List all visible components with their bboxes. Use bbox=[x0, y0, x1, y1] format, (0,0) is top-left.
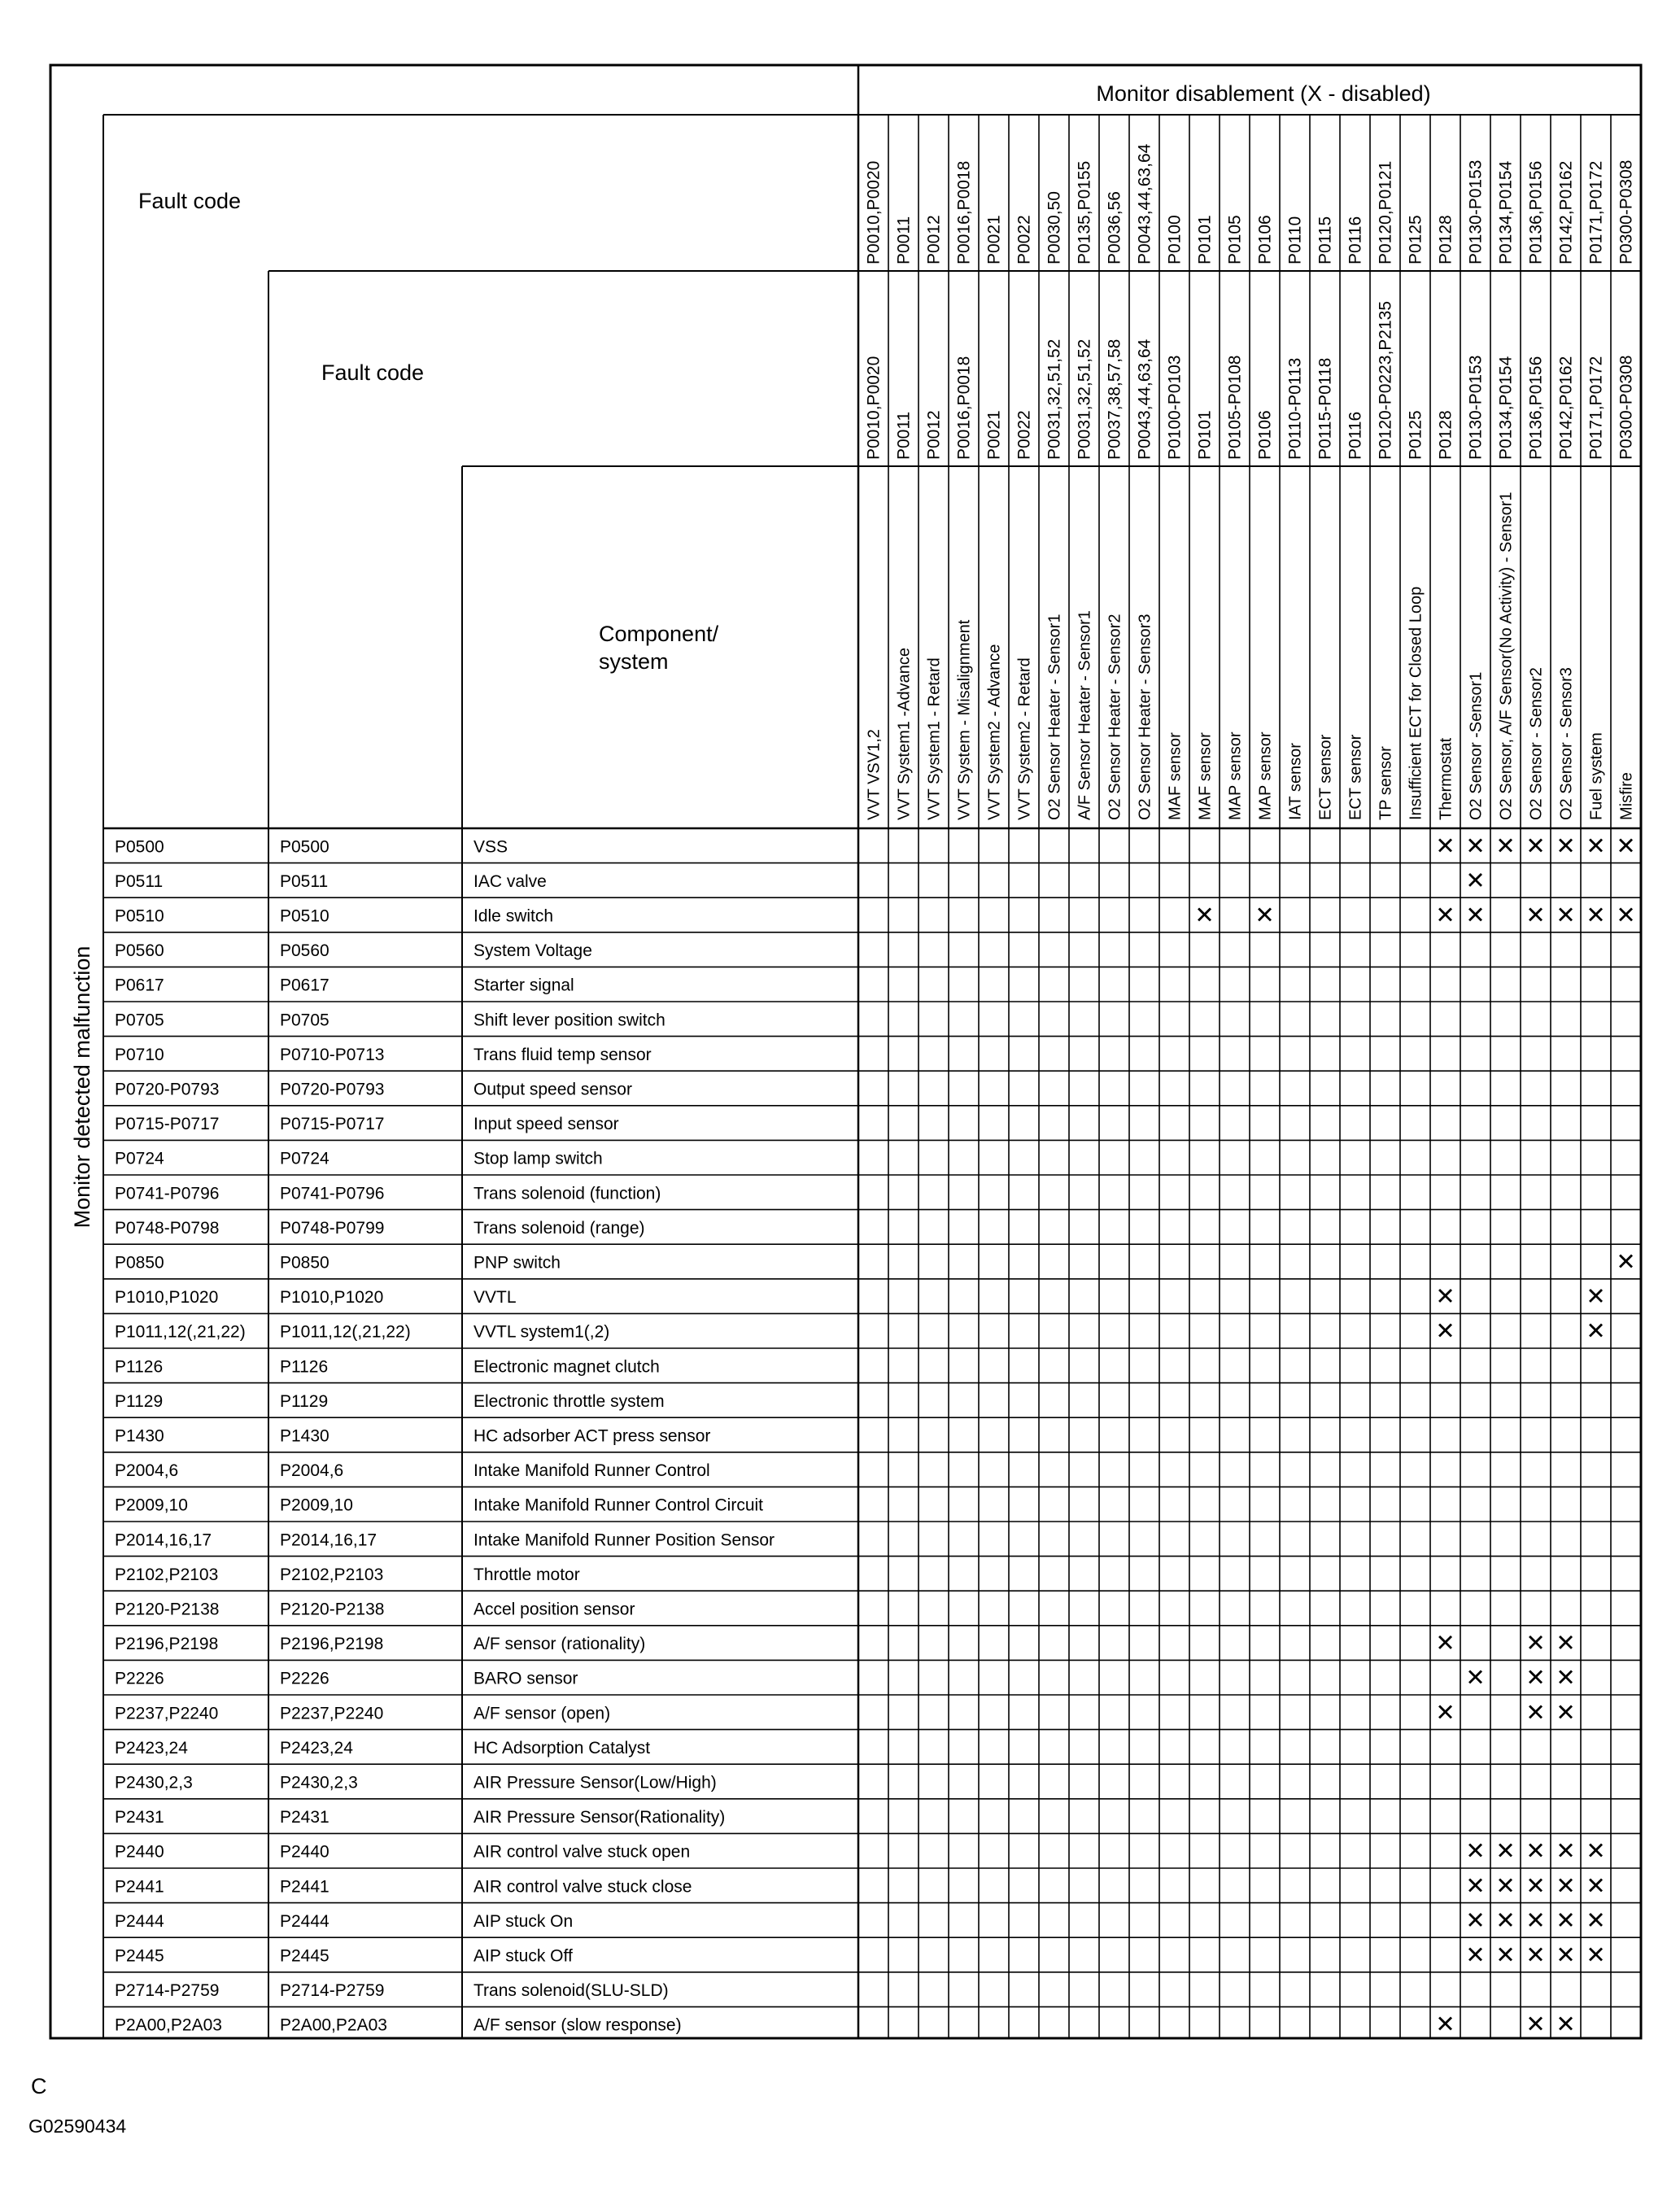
component-fault-code-header: P0120-P0223,P2135 bbox=[1376, 301, 1395, 460]
row-monitor-fault-code: P2237,P2240 bbox=[115, 1704, 219, 1723]
disabled-mark: ✕ bbox=[1194, 902, 1215, 929]
disabled-mark: ✕ bbox=[1556, 1665, 1576, 1692]
disabled-mark: ✕ bbox=[1525, 1907, 1546, 1934]
row-component-system: Input speed sensor bbox=[473, 1115, 619, 1134]
row-monitor-fault-code: P1430 bbox=[115, 1426, 164, 1446]
row-component-system: VSS bbox=[473, 837, 508, 857]
row-component-fault-code: P0511 bbox=[280, 871, 329, 891]
disabled-mark: ✕ bbox=[1525, 833, 1546, 860]
row-component-fault-code: P1129 bbox=[280, 1391, 329, 1411]
component-fault-code-header: P0106 bbox=[1255, 410, 1275, 460]
component-system-column-label: VVT System - Misalignment bbox=[955, 619, 974, 820]
row-monitor-fault-code: P2004,6 bbox=[115, 1461, 179, 1481]
row-monitor-fault-code: P2445 bbox=[115, 1946, 164, 1966]
row-monitor-fault-code: P2714-P2759 bbox=[115, 1981, 220, 2001]
disabled-mark: ✕ bbox=[1525, 1700, 1546, 1727]
row-component-system: Idle switch bbox=[473, 906, 554, 926]
component-fault-code-header: P0142,P0162 bbox=[1556, 356, 1576, 460]
monitor-fault-code-header: P0016,P0018 bbox=[954, 160, 974, 264]
disabled-mark: ✕ bbox=[1556, 1700, 1576, 1727]
disabled-mark: ✕ bbox=[1556, 1942, 1576, 1969]
row-component-fault-code: P0715-P0717 bbox=[280, 1115, 385, 1134]
row-component-fault-code: P2440 bbox=[280, 1842, 329, 1862]
disabled-mark: ✕ bbox=[1525, 1838, 1546, 1865]
component-system-column-label: TP sensor bbox=[1377, 746, 1395, 820]
disabled-mark: ✕ bbox=[1525, 902, 1546, 929]
component-system-column-label: Fuel system bbox=[1587, 732, 1606, 820]
row-monitor-fault-code: P2431 bbox=[115, 1808, 164, 1827]
component-system-column-label: VVT System2 - Retard bbox=[1015, 657, 1034, 820]
monitor-detected-malfunction-label: Monitor detected malfunction bbox=[70, 945, 94, 1229]
row-monitor-fault-code: P0500 bbox=[115, 837, 164, 857]
monitor-fault-code-header: P0115 bbox=[1316, 216, 1335, 264]
row-monitor-fault-code: P2430,2,3 bbox=[115, 1773, 193, 1792]
component-system-column-label: VVT System2 - Advance bbox=[985, 644, 1004, 820]
monitor-fault-code-header: P0106 bbox=[1255, 215, 1275, 264]
row-component-fault-code: P1010,P1020 bbox=[280, 1288, 384, 1308]
disabled-mark: ✕ bbox=[1465, 1942, 1486, 1969]
disabled-mark: ✕ bbox=[1525, 1942, 1546, 1969]
disabled-mark: ✕ bbox=[1525, 1665, 1546, 1692]
row-component-system: Output speed sensor bbox=[473, 1080, 632, 1099]
component-fault-code-header: P0101 bbox=[1195, 410, 1215, 460]
disabled-mark: ✕ bbox=[1465, 1838, 1486, 1865]
row-component-system: AIR control valve stuck close bbox=[473, 1877, 692, 1897]
row-monitor-fault-code: P2226 bbox=[115, 1669, 164, 1688]
component-fault-code-header: P0031,32,51,52 bbox=[1045, 338, 1064, 460]
row-component-fault-code: P0705 bbox=[280, 1011, 329, 1030]
row-component-system: Throttle motor bbox=[473, 1565, 580, 1584]
monitor-fault-code-header: P0171,P0172 bbox=[1586, 160, 1606, 264]
row-component-fault-code: P2423,24 bbox=[280, 1738, 353, 1758]
component-system-column-label: O2 Sensor Heater - Sensor1 bbox=[1045, 613, 1064, 820]
disabled-mark: ✕ bbox=[1586, 1873, 1606, 1900]
component-system-column-label: MAP sensor bbox=[1226, 731, 1245, 820]
disabled-mark: ✕ bbox=[1435, 1284, 1455, 1311]
component-fault-code-header: P0171,P0172 bbox=[1586, 356, 1606, 460]
component-system-column-label: IAT sensor bbox=[1286, 743, 1305, 820]
component-fault-code-header: P0022 bbox=[1015, 410, 1034, 460]
disabled-mark: ✕ bbox=[1495, 1942, 1516, 1969]
row-component-system: HC adsorber ACT press sensor bbox=[473, 1426, 711, 1446]
monitor-disablement-title: Monitor disablement (X - disabled) bbox=[1096, 81, 1431, 106]
component-system-column-label: ECT sensor bbox=[1346, 734, 1365, 820]
component-fault-code-header: P0130-P0153 bbox=[1466, 355, 1486, 460]
row-component-fault-code: P2445 bbox=[280, 1946, 329, 1966]
component-system-column-label: O2 Sensor Heater - Sensor2 bbox=[1106, 613, 1124, 820]
disabled-mark: ✕ bbox=[1435, 902, 1455, 929]
disabled-mark: ✕ bbox=[1465, 1907, 1486, 1934]
row-component-fault-code: P0710-P0713 bbox=[280, 1045, 385, 1064]
row-component-fault-code: P2196,P2198 bbox=[280, 1635, 384, 1654]
row-component-fault-code: P2014,16,17 bbox=[280, 1530, 377, 1550]
monitor-fault-code-header: P0300-P0308 bbox=[1617, 159, 1636, 264]
component-fault-code-header: P0037,38,57,58 bbox=[1105, 338, 1124, 460]
row-monitor-fault-code: P2A00,P2A03 bbox=[115, 2015, 222, 2035]
row-component-system: IAC valve bbox=[473, 871, 547, 891]
row-component-fault-code: P0510 bbox=[280, 906, 329, 926]
row-monitor-fault-code: P1129 bbox=[115, 1391, 164, 1411]
disabled-mark: ✕ bbox=[1465, 1665, 1486, 1692]
monitor-fault-code-header: P0136,P0156 bbox=[1526, 160, 1546, 264]
row-component-fault-code: P2009,10 bbox=[280, 1496, 353, 1515]
row-monitor-fault-code: P2102,P2103 bbox=[115, 1565, 219, 1584]
component-system-header-line2: system bbox=[599, 649, 669, 674]
monitor-fault-code-header: P0128 bbox=[1436, 215, 1455, 264]
component-system-column-label: O2 Sensor, A/F Sensor(No Activity) - Sensor1 bbox=[1497, 491, 1516, 820]
row-component-system: AIP stuck Off bbox=[473, 1946, 573, 1966]
row-component-fault-code: P2226 bbox=[280, 1669, 329, 1688]
component-system-column-label: MAP sensor bbox=[1256, 731, 1275, 820]
row-component-system: BARO sensor bbox=[473, 1669, 578, 1688]
row-component-fault-code: P0500 bbox=[280, 837, 329, 857]
monitor-fault-code-header: P0100 bbox=[1165, 215, 1185, 264]
monitor-fault-code-header: P0036,56 bbox=[1105, 191, 1124, 264]
row-component-fault-code: P2A00,P2A03 bbox=[280, 2015, 387, 2035]
row-component-system: Shift lever position switch bbox=[473, 1011, 665, 1030]
component-system-column-label: O2 Sensor - Sensor2 bbox=[1527, 667, 1546, 820]
monitor-fault-code-header: P0110 bbox=[1285, 216, 1305, 264]
row-monitor-fault-code: P2196,P2198 bbox=[115, 1635, 219, 1654]
row-component-system: System Voltage bbox=[473, 941, 592, 961]
monitor-fault-code-header: P0116 bbox=[1346, 216, 1365, 264]
row-component-system: HC Adsorption Catalyst bbox=[473, 1738, 651, 1758]
row-monitor-fault-code: P2440 bbox=[115, 1842, 164, 1862]
row-monitor-fault-code: P0748-P0798 bbox=[115, 1218, 220, 1238]
monitor-fault-code-header: P0134,P0154 bbox=[1496, 160, 1516, 264]
row-monitor-fault-code: P0510 bbox=[115, 906, 164, 926]
component-system-column-label: Thermostat bbox=[1437, 737, 1455, 820]
disabled-mark: ✕ bbox=[1465, 1873, 1486, 1900]
monitor-fault-code-header: P0022 bbox=[1015, 215, 1034, 264]
row-component-system: Intake Manifold Runner Control Circuit bbox=[473, 1496, 763, 1515]
row-component-system: AIR Pressure Sensor(Rationality) bbox=[473, 1808, 726, 1827]
disabled-mark: ✕ bbox=[1465, 867, 1486, 894]
disabled-mark: ✕ bbox=[1465, 902, 1486, 929]
disabled-mark: ✕ bbox=[1586, 1318, 1606, 1345]
monitor-fault-code-header: P0101 bbox=[1195, 215, 1215, 264]
row-monitor-fault-code: P0705 bbox=[115, 1011, 164, 1030]
row-monitor-fault-code: P0715-P0717 bbox=[115, 1115, 220, 1134]
component-fault-code-header: P0136,P0156 bbox=[1526, 356, 1546, 460]
disabled-mark: ✕ bbox=[1465, 833, 1486, 860]
monitor-fault-code-header: P0012 bbox=[924, 215, 944, 264]
row-component-fault-code: P0850 bbox=[280, 1253, 329, 1273]
component-fault-code-header: P0105-P0108 bbox=[1225, 355, 1245, 460]
row-monitor-fault-code: P2120-P2138 bbox=[115, 1600, 220, 1619]
row-monitor-fault-code: P0741-P0796 bbox=[115, 1184, 220, 1203]
component-fault-code-header: P0300-P0308 bbox=[1617, 355, 1636, 460]
disabled-mark: ✕ bbox=[1495, 1873, 1516, 1900]
component-system-column-label: Insufficient ECT for Closed Loop bbox=[1407, 586, 1425, 820]
row-component-fault-code: P2237,P2240 bbox=[280, 1704, 384, 1723]
row-monitor-fault-code: P0511 bbox=[115, 871, 164, 891]
row-component-system: Trans solenoid (range) bbox=[473, 1218, 645, 1238]
disabled-mark: ✕ bbox=[1435, 1631, 1455, 1657]
row-monitor-fault-code: P0617 bbox=[115, 976, 164, 995]
component-system-column-label: MAF sensor bbox=[1196, 732, 1215, 820]
monitor-fault-code-header: P0125 bbox=[1406, 215, 1425, 264]
monitor-fault-code-header: P0142,P0162 bbox=[1556, 160, 1576, 264]
component-fault-code-header: P0110-P0113 bbox=[1285, 357, 1305, 460]
row-component-system: AIR Pressure Sensor(Low/High) bbox=[473, 1773, 717, 1792]
component-system-column-label: Misfire bbox=[1617, 772, 1636, 820]
fault-code-header-2: Fault code bbox=[321, 360, 425, 385]
row-monitor-fault-code: P1011,12(,21,22) bbox=[115, 1322, 246, 1342]
monitor-fault-code-header: P0135,P0155 bbox=[1075, 160, 1094, 264]
component-fault-code-header: P0128 bbox=[1436, 410, 1455, 460]
component-fault-code-header: P0100-P0103 bbox=[1165, 355, 1185, 460]
row-component-system: Starter signal bbox=[473, 976, 574, 995]
row-component-fault-code: P2441 bbox=[280, 1877, 329, 1897]
disabled-mark: ✕ bbox=[1586, 1942, 1606, 1969]
monitor-fault-code-header: P0021 bbox=[984, 215, 1004, 264]
component-system-column-label: MAF sensor bbox=[1166, 732, 1185, 820]
row-component-system: Intake Manifold Runner Position Sensor bbox=[473, 1530, 775, 1550]
row-monitor-fault-code: P2444 bbox=[115, 1911, 164, 1931]
disabled-mark: ✕ bbox=[1616, 1249, 1636, 1276]
row-monitor-fault-code: P0560 bbox=[115, 941, 164, 961]
monitor-fault-code-header: P0120,P0121 bbox=[1376, 160, 1395, 264]
disabled-mark: ✕ bbox=[1255, 902, 1275, 929]
component-fault-code-header: P0125 bbox=[1406, 410, 1425, 460]
disabled-mark: ✕ bbox=[1495, 1907, 1516, 1934]
row-monitor-fault-code: P1010,P1020 bbox=[115, 1288, 219, 1308]
row-component-system: Electronic throttle system bbox=[473, 1391, 665, 1411]
row-monitor-fault-code: P2009,10 bbox=[115, 1496, 188, 1515]
disabled-mark: ✕ bbox=[1556, 1838, 1576, 1865]
component-system-column-label: VVT System1 - Retard bbox=[925, 657, 944, 820]
component-fault-code-header: P0116 bbox=[1346, 411, 1365, 460]
row-component-system: PNP switch bbox=[473, 1253, 561, 1273]
disabled-mark: ✕ bbox=[1495, 833, 1516, 860]
row-component-system: VVTL system1(,2) bbox=[473, 1322, 610, 1342]
row-component-fault-code: P1126 bbox=[280, 1357, 329, 1377]
disabled-mark: ✕ bbox=[1556, 1873, 1576, 1900]
row-component-fault-code: P0617 bbox=[280, 976, 329, 995]
row-component-fault-code: P2004,6 bbox=[280, 1461, 344, 1481]
row-component-fault-code: P0724 bbox=[280, 1149, 329, 1168]
disabled-mark: ✕ bbox=[1525, 2011, 1546, 2038]
row-component-fault-code: P0741-P0796 bbox=[280, 1184, 385, 1203]
row-component-fault-code: P2120-P2138 bbox=[280, 1600, 385, 1619]
disabled-mark: ✕ bbox=[1586, 1284, 1606, 1311]
component-fault-code-header: P0021 bbox=[984, 410, 1004, 460]
monitor-fault-code-header: P0010,P0020 bbox=[864, 160, 884, 264]
row-component-fault-code: P2714-P2759 bbox=[280, 1981, 385, 2001]
row-component-system: AIP stuck On bbox=[473, 1911, 574, 1931]
disabled-mark: ✕ bbox=[1616, 902, 1636, 929]
monitor-fault-code-header: P0043,44,63,64 bbox=[1135, 143, 1154, 264]
row-monitor-fault-code: P0710 bbox=[115, 1045, 164, 1064]
row-component-system: Accel position sensor bbox=[473, 1600, 635, 1619]
row-component-system: Trans solenoid(SLU-SLD) bbox=[473, 1981, 669, 2001]
row-component-fault-code: P0748-P0799 bbox=[280, 1218, 385, 1238]
row-monitor-fault-code: P2014,16,17 bbox=[115, 1530, 212, 1550]
row-component-system: Stop lamp switch bbox=[473, 1149, 603, 1168]
row-component-fault-code: P1011,12(,21,22) bbox=[280, 1322, 411, 1342]
component-fault-code-header: P0010,P0020 bbox=[864, 356, 884, 460]
component-fault-code-header: P0134,P0154 bbox=[1496, 356, 1516, 460]
row-component-fault-code: P2431 bbox=[280, 1808, 329, 1827]
row-monitor-fault-code: P2423,24 bbox=[115, 1738, 188, 1758]
disabled-mark: ✕ bbox=[1556, 902, 1576, 929]
component-fault-code-header: P0016,P0018 bbox=[954, 356, 974, 460]
row-monitor-fault-code: P2441 bbox=[115, 1877, 164, 1897]
disabled-mark: ✕ bbox=[1525, 1873, 1546, 1900]
row-component-system: A/F sensor (open) bbox=[473, 1704, 611, 1723]
disabled-mark: ✕ bbox=[1586, 1907, 1606, 1934]
fault-code-header-1: Fault code bbox=[138, 189, 242, 213]
component-system-column-label: O2 Sensor -Sensor1 bbox=[1467, 671, 1486, 820]
row-monitor-fault-code: P1126 bbox=[115, 1357, 164, 1377]
disabled-mark: ✕ bbox=[1435, 2011, 1455, 2038]
monitor-fault-code-header: P0011 bbox=[894, 216, 914, 264]
row-component-system: Intake Manifold Runner Control bbox=[473, 1461, 710, 1481]
row-monitor-fault-code: P0720-P0793 bbox=[115, 1080, 220, 1099]
component-system-column-label: ECT sensor bbox=[1316, 734, 1335, 820]
component-fault-code-header: P0115-P0118 bbox=[1316, 357, 1335, 460]
component-fault-code-header: P0011 bbox=[894, 411, 914, 460]
disabled-mark: ✕ bbox=[1586, 902, 1606, 929]
disabled-mark: ✕ bbox=[1586, 833, 1606, 860]
row-component-fault-code: P0560 bbox=[280, 941, 329, 961]
component-system-header-line1: Component/ bbox=[599, 622, 719, 646]
component-fault-code-header: P0012 bbox=[924, 410, 944, 460]
row-component-system: Electronic magnet clutch bbox=[473, 1357, 660, 1377]
row-component-fault-code: P2102,P2103 bbox=[280, 1565, 384, 1584]
component-fault-code-header: P0043,44,63,64 bbox=[1135, 338, 1154, 460]
disabled-mark: ✕ bbox=[1556, 1631, 1576, 1657]
component-system-column-label: VVT VSV1,2 bbox=[865, 729, 884, 820]
row-monitor-fault-code: P0850 bbox=[115, 1253, 164, 1273]
row-component-system: Trans fluid temp sensor bbox=[473, 1045, 652, 1064]
disabled-mark: ✕ bbox=[1495, 1838, 1516, 1865]
row-component-system: A/F sensor (rationality) bbox=[473, 1635, 646, 1654]
disabled-mark: ✕ bbox=[1556, 833, 1576, 860]
figure-id: G02590434 bbox=[28, 2116, 127, 2137]
footer-letter: C bbox=[31, 2074, 47, 2098]
disabled-mark: ✕ bbox=[1616, 833, 1636, 860]
disabled-mark: ✕ bbox=[1586, 1838, 1606, 1865]
row-component-system: VVTL bbox=[473, 1288, 517, 1308]
row-monitor-fault-code: P0724 bbox=[115, 1149, 164, 1168]
disabled-mark: ✕ bbox=[1556, 2011, 1576, 2038]
disabled-mark: ✕ bbox=[1435, 1700, 1455, 1727]
disabled-mark: ✕ bbox=[1435, 1318, 1455, 1345]
disabled-mark: ✕ bbox=[1525, 1631, 1546, 1657]
row-component-fault-code: P2430,2,3 bbox=[280, 1773, 358, 1792]
component-system-column-label: A/F Sensor Heater - Sensor1 bbox=[1076, 610, 1094, 820]
row-component-fault-code: P2444 bbox=[280, 1911, 329, 1931]
component-system-column-label: O2 Sensor - Sensor3 bbox=[1557, 667, 1576, 820]
component-fault-code-header: P0031,32,51,52 bbox=[1075, 338, 1094, 460]
disabled-mark: ✕ bbox=[1435, 833, 1455, 860]
disabled-mark: ✕ bbox=[1556, 1907, 1576, 1934]
monitor-fault-code-header: P0130-P0153 bbox=[1466, 159, 1486, 264]
row-component-fault-code: P1430 bbox=[280, 1426, 329, 1446]
component-system-column-label: O2 Sensor Heater - Sensor3 bbox=[1136, 613, 1154, 820]
row-component-system: A/F sensor (slow response) bbox=[473, 2015, 682, 2035]
monitor-fault-code-header: P0030,50 bbox=[1045, 191, 1064, 264]
row-component-fault-code: P0720-P0793 bbox=[280, 1080, 385, 1099]
monitor-fault-code-header: P0105 bbox=[1225, 215, 1245, 264]
row-component-system: AIR control valve stuck open bbox=[473, 1842, 691, 1862]
component-system-column-label: VVT System1 -Advance bbox=[895, 648, 914, 820]
row-component-system: Trans solenoid (function) bbox=[473, 1184, 661, 1203]
